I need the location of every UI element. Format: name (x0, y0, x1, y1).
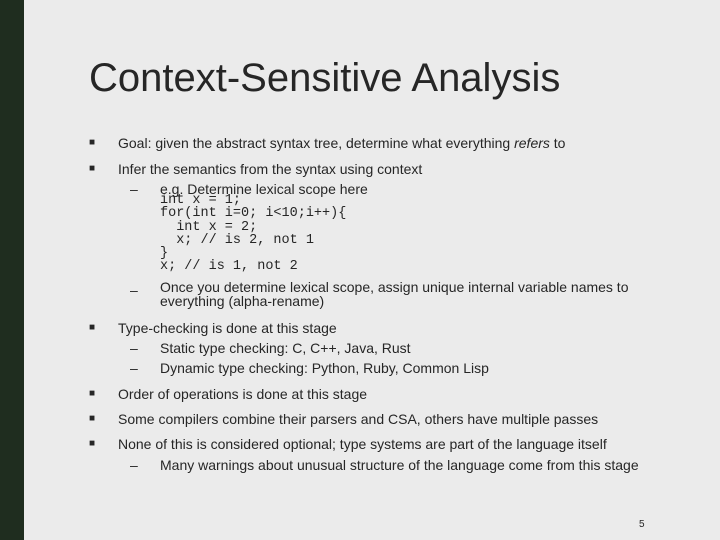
bullet-text: Infer the semantics from the syntax using context (118, 161, 423, 177)
sub-bullet-text: e.g. Determine lexical scope here (160, 181, 368, 197)
bullet-text (118, 133, 565, 153)
bullet-square-icon: ■ (89, 438, 96, 449)
slide-title: Context-Sensitive Analysis (89, 56, 561, 100)
code-example: int x = 1; for(int i=0; i<10;i++){ int x = 2; x; // is 2, not 1 } x; // is 1, not 2 (160, 193, 347, 275)
bullet-text-start: Goal: given the abstract syntax tree, determine what everything (118, 135, 515, 151)
bullet-text-italic: refers (514, 135, 550, 151)
bullet-square-icon: ■ (89, 388, 96, 399)
page-number: 5 (639, 519, 645, 530)
sub-bullet-text: Dynamic type checking: Python, Ruby, Common Lisp (160, 360, 489, 376)
bullet-square-icon: ■ (89, 137, 96, 148)
dash-icon: – (130, 340, 138, 356)
bullet-text-end: to (549, 135, 566, 151)
sub-bullet-dynamic-typing (130, 358, 489, 378)
bullet-square-icon: ■ (89, 163, 96, 174)
bullet-square-icon: ■ (89, 322, 96, 333)
sub-bullet-text-line1: Once you determine lexical scope, assign unique internal variable names to (160, 279, 629, 295)
bullet-text: None of this is considered optional; type systems are part of the language itself (118, 436, 607, 452)
sub-bullet-text: Many warnings about unusual structure of the language come from this stage (160, 457, 639, 473)
dash-icon: – (130, 181, 138, 197)
dash-icon: – (130, 457, 138, 473)
sub-bullet-text-line2: everything (alpha-rename) (160, 293, 325, 309)
sub-bullet-alpha-rename (130, 279, 629, 309)
sub-bullet-text: Static type checking: C, C++, Java, Rust (160, 340, 411, 356)
dash-icon: – (130, 360, 138, 376)
bullet-text: Type-checking is done at this stage (118, 320, 337, 336)
bullet-text: Order of operations is done at this stage (118, 386, 368, 402)
sub-bullet-warnings (130, 455, 639, 475)
sub-bullet-static-typing (130, 338, 411, 358)
bullet-text: Some compilers combine their parsers and CSA, others have multiple passes (118, 411, 599, 427)
dash-icon: – (130, 282, 138, 298)
bullet-square-icon: ■ (89, 413, 96, 424)
